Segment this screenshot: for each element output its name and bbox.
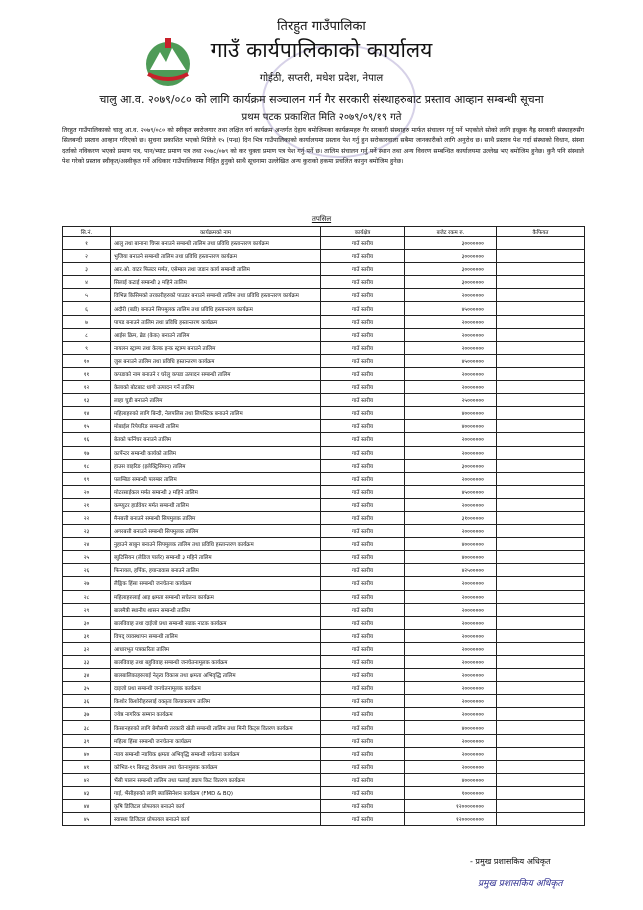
area-cell: गाउँ स्तरीय xyxy=(321,590,405,603)
remarks-cell xyxy=(497,485,585,498)
serial-cell: ९ xyxy=(63,341,111,354)
serial-cell: ४२ xyxy=(63,773,111,786)
serial-cell: ३ xyxy=(63,263,111,276)
budget-cell: २००००००० xyxy=(405,433,497,446)
remarks-cell xyxy=(497,315,585,328)
program-name-cell: अगरबत्ती बनाउने सम्बन्धी सिपमुलक तालिम xyxy=(111,525,321,538)
table-row xyxy=(63,656,585,669)
table-title: तपसिल xyxy=(311,215,332,223)
program-name-cell: पलम्बिङ सम्बन्धी पलम्बर तालिम xyxy=(111,472,321,485)
program-name-cell: मोटरसाईकल मर्मत सम्बन्धी ३ महिने तालिम xyxy=(111,485,321,498)
area-cell: गाउँ स्तरीय xyxy=(321,682,405,695)
table-row xyxy=(63,590,585,603)
serial-cell: ३५ xyxy=(63,682,111,695)
program-name-cell: दाइजो प्रथा सम्बन्धी जनचेतनामूलक कार्यक्रम xyxy=(111,682,321,695)
serial-cell: २२ xyxy=(63,511,111,524)
col-program-name: कार्यक्रमको नाम xyxy=(111,227,321,237)
budget-cell: २००००००० xyxy=(405,682,497,695)
serial-cell: २९ xyxy=(63,603,111,616)
serial-cell: २४ xyxy=(63,538,111,551)
table-row xyxy=(63,734,585,747)
area-cell: गाउँ स्तरीय xyxy=(321,616,405,629)
budget-cell: ४००००००० xyxy=(405,773,497,786)
area-cell: गाउँ स्तरीय xyxy=(321,551,405,564)
serial-cell: १८ xyxy=(63,459,111,472)
serial-cell: ३४ xyxy=(63,669,111,682)
area-cell: गाउँ स्तरीय xyxy=(321,472,405,485)
office-name: गाउँ कार्यपालिकाको कार्यालय xyxy=(210,38,433,62)
budget-cell: ४५०००००० xyxy=(405,302,497,315)
remarks-cell xyxy=(497,734,585,747)
table-row xyxy=(63,498,585,511)
serial-cell: ३९ xyxy=(63,734,111,747)
budget-cell: २००००००० xyxy=(405,381,497,394)
area-cell: गाउँ स्तरीय xyxy=(321,498,405,511)
col-remarks: कैफियत xyxy=(497,227,585,237)
program-name-cell: सिलाई कटाई सम्बन्धी ३ महिने तालिम xyxy=(111,276,321,289)
area-cell: गाउँ स्तरीय xyxy=(321,459,405,472)
serial-cell: २५ xyxy=(63,551,111,564)
program-name-cell: आलु तथा बानाना चिप्स बनाउने सम्बन्धी तालिम तथा प्रविधि हस्तान्तरण कार्यक्रम xyxy=(111,237,321,250)
serial-cell: ३७ xyxy=(63,708,111,721)
area-cell: गाउँ स्तरीय xyxy=(321,511,405,524)
serial-cell: ६ xyxy=(63,302,111,315)
area-cell: गाउँ स्तरीय xyxy=(321,328,405,341)
table-row xyxy=(63,276,585,289)
area-cell: गाउँ स्तरीय xyxy=(321,760,405,773)
remarks-cell xyxy=(497,420,585,433)
remarks-cell xyxy=(497,302,585,315)
remarks-cell xyxy=(497,381,585,394)
remarks-cell xyxy=(497,590,585,603)
remarks-cell xyxy=(497,813,585,826)
area-cell: गाउँ स्तरीय xyxy=(321,420,405,433)
serial-cell: २६ xyxy=(63,564,111,577)
program-name-cell: आर.ओ. वाटर फिल्टर मर्मत, एसेम्बल तथा जडान कार्य सम्बन्धी तालिम xyxy=(111,263,321,276)
remarks-cell xyxy=(497,289,585,302)
area-cell: गाउँ स्तरीय xyxy=(321,708,405,721)
remarks-cell xyxy=(497,354,585,367)
program-name-cell: मोबाईल रिपेयरिङ सम्बन्धी तालिम xyxy=(111,420,321,433)
program-name-cell: कम्प्युटर हार्डवेयर मर्मत सम्बन्धी तालिम xyxy=(111,498,321,511)
program-name-cell: भुजिया बनाउने सम्बन्धी तालिम तथा प्रविधि हस्तान्तरण कार्यक्रम xyxy=(111,250,321,263)
table-row xyxy=(63,328,585,341)
budget-cell: १००००००० xyxy=(405,786,497,799)
table-row xyxy=(63,682,585,695)
program-name-cell: कार्पेन्टर सम्बन्धी कार्यको तालिम xyxy=(111,446,321,459)
remarks-cell xyxy=(497,472,585,485)
serial-cell: ४१ xyxy=(63,760,111,773)
program-name-cell: बेतको फर्निचर बनाउने तालिम xyxy=(111,433,321,446)
remarks-cell xyxy=(497,446,585,459)
budget-cell: २००००००० xyxy=(405,328,497,341)
budget-cell: २००००००० xyxy=(405,603,497,616)
program-name-cell: फिनायल, हर्पिक, हयान्डवास बनाउने तालिम xyxy=(111,564,321,577)
budget-cell: २००००००० xyxy=(405,289,497,302)
program-name-cell: लाहा चुडी बनाउने तालिम xyxy=(111,394,321,407)
table-row xyxy=(63,760,585,773)
table-row xyxy=(63,721,585,734)
program-name-cell: विपद् व्यवस्थापन सम्बन्धी तालिम xyxy=(111,629,321,642)
table-row xyxy=(63,511,585,524)
table-header-row xyxy=(63,227,585,237)
budget-cell: ४००००००० xyxy=(405,721,497,734)
serial-cell: ३६ xyxy=(63,695,111,708)
serial-cell: ३३ xyxy=(63,656,111,669)
remarks-cell xyxy=(497,747,585,760)
area-cell: गाउँ स्तरीय xyxy=(321,485,405,498)
budget-cell: ४००००००० xyxy=(405,420,497,433)
area-cell: गाउँ स्तरीय xyxy=(321,721,405,734)
budget-cell: ३००००००० xyxy=(405,459,497,472)
budget-cell: २००००००० xyxy=(405,616,497,629)
serial-cell: २३ xyxy=(63,525,111,538)
remarks-cell xyxy=(497,407,585,420)
area-cell: गाउँ स्तरीय xyxy=(321,747,405,760)
budget-cell: २००००००० xyxy=(405,669,497,682)
remarks-cell xyxy=(497,629,585,642)
serial-cell: २७ xyxy=(63,577,111,590)
budget-cell: २००००००० xyxy=(405,341,497,354)
program-name-cell: केलाको बोटबाट धागो उत्पादन गर्ने तालिम xyxy=(111,381,321,394)
budget-cell: २००००००० xyxy=(405,590,497,603)
remarks-cell xyxy=(497,394,585,407)
program-name-cell: ज्येष्ठ नागरिक सम्मान कार्यक्रम xyxy=(111,708,321,721)
table-row xyxy=(63,708,585,721)
handwritten-signature: प्रमुख प्रशासकिय अधिकृत xyxy=(478,879,563,889)
remarks-cell xyxy=(497,367,585,380)
remarks-cell xyxy=(497,263,585,276)
area-cell: गाउँ स्तरीय xyxy=(321,433,405,446)
area-cell: गाउँ स्तरीय xyxy=(321,603,405,616)
program-name-cell: आईस क्रिम, ब्रेड (केक) बनाउने तालिम xyxy=(111,328,321,341)
budget-cell: २००००००० xyxy=(405,498,497,511)
program-name-cell: किशोर किशोरीहरुलाई वक्तृत्व कियाकलाप तालिम xyxy=(111,695,321,708)
budget-cell: १२०००००००० xyxy=(405,800,497,813)
table-row xyxy=(63,773,585,786)
area-cell: गाउँ स्तरीय xyxy=(321,394,405,407)
budget-cell: ४२५००००० xyxy=(405,564,497,577)
program-name-cell: मैनबत्ती बनाउने सम्बन्धी सिपमुलक तालिम xyxy=(111,511,321,524)
budget-cell: २००००००० xyxy=(405,472,497,485)
area-cell: गाउँ स्तरीय xyxy=(321,642,405,655)
remarks-cell xyxy=(497,341,585,354)
publish-date: प्रथम पटक प्रकाशित मिति २०७९/०९/१९ गते xyxy=(241,112,402,123)
table-body xyxy=(63,237,585,826)
serial-cell: ४ xyxy=(63,276,111,289)
remarks-cell xyxy=(497,656,585,669)
area-cell: गाउँ स्तरीय xyxy=(321,341,405,354)
table-row xyxy=(63,263,585,276)
area-cell: गाउँ स्तरीय xyxy=(321,695,405,708)
program-name-cell: महिलाहरुलाई आइ क्षमता सम्बन्धी सचेतना कार्यक्रम xyxy=(111,590,321,603)
budget-cell: १२०००००००० xyxy=(405,813,497,826)
serial-cell: ११ xyxy=(63,367,111,380)
table-row xyxy=(63,525,585,538)
table-row xyxy=(63,407,585,420)
serial-cell: ४० xyxy=(63,747,111,760)
budget-cell: २००००००० xyxy=(405,760,497,773)
remarks-cell xyxy=(497,551,585,564)
serial-cell: १२ xyxy=(63,381,111,394)
table-row xyxy=(63,616,585,629)
table-row xyxy=(63,459,585,472)
budget-cell: ४५०००००० xyxy=(405,354,497,367)
table-row xyxy=(63,629,585,642)
area-cell: गाउँ स्तरीय xyxy=(321,656,405,669)
program-name-cell: नायलन स्ट्राम्प तथा केल्क इन्क स्ट्राम्प बनाउने तालिम xyxy=(111,341,321,354)
col-serial: सि.नं. xyxy=(63,227,111,237)
program-name-cell: महिलाहरुको लागि बिन्दी, नेलपलिस तथा लिपस्टिक बनाउने तालिम xyxy=(111,407,321,420)
table-row xyxy=(63,381,585,394)
area-cell: गाउँ स्तरीय xyxy=(321,315,405,328)
serial-cell: १ xyxy=(63,237,111,250)
serial-cell: २ xyxy=(63,250,111,263)
table-row xyxy=(63,354,585,367)
serial-cell: १४ xyxy=(63,407,111,420)
serial-cell: १६ xyxy=(63,433,111,446)
program-name-cell: भैंसी पालन सम्बन्धी तालिम तथा फलाई ड्याप किट वितरण कार्यक्रम xyxy=(111,773,321,786)
table-row xyxy=(63,669,585,682)
area-cell: गाउँ स्तरीय xyxy=(321,538,405,551)
area-cell: गाउँ स्तरीय xyxy=(321,525,405,538)
serial-cell: ७ xyxy=(63,315,111,328)
program-name-cell: विभिन्न किसिमको तरकारीहरुको पाउडर बनाउने सम्बन्धी तालिम तथा प्रविधि हस्तान्तरण कार्यक्रम xyxy=(111,289,321,302)
program-name-cell: लैङ्गिक हिंसा सम्बन्धी जनचेतना कार्यक्रम xyxy=(111,577,321,590)
budget-cell: २००००००० xyxy=(405,629,497,642)
remarks-cell xyxy=(497,695,585,708)
notice-paragraph: तिरहुत गाउँपालिकाको चालु आ.व. २०७९/०८० को स्वीकृत स्वरोजगार तथा लक्षित वर्ग कार्यक्रम अन्तर्गत देहाय बमोजिमका कार्यक्रमहरु गैर सरकारी संस्थाहरु मार्फत संचालन गर्नु पर्ने भएकोले सोको लागि इच्छुक गैह्र सरकारी संस्थाहरुसँग सिलबन्दी प्रस्ताव आव्हान गरिएको छ। सुचना प्रकाशित भएको मितिले १५ (पन्ध्र) दिन भित्र गाउँपालिकाको कार्यालयमा प्रस्ताव पेश गर्नु हुन सरोकारवाला सबैमा जानकारीको लागि अनुरोध छ। साथै प्रस्ताव पेश गर्दा संस्थाको विधान, संस्था दर्ताको नविकरण भएको प्रमाण पत्र, पान/भ्याट प्रमाण पत्र तथा २०७८/०७९ को कर चुक्ता प्रमाण पत्र पेश गर्नु पर्ने छ। तालिम संचालन गर्नु पर्ने स्थान तथा अन्य विवरण सम्बन्धित कार्यालयमा उल्लेख भए बमोजिम हुनेछ। कुनै पनि संस्थाले पेश गरेको प्रस्ताव स्वीकृत/अस्वीकृत गर्ने अधिकार गाउँपालिकामा निहित हुनुको साथै सूचनामा उल्लेखित अन्य कुराको हकमा प्रचलित कानुन बमोजिम हुनेछ। xyxy=(62,127,584,166)
program-name-cell: स्वास्थ्य डिजिटल प्रोफायल बनाउने कार्य xyxy=(111,813,321,826)
budget-cell: ३००००००० xyxy=(405,276,497,289)
remarks-cell xyxy=(497,616,585,629)
col-area: कार्यक्षेत्र xyxy=(321,227,405,237)
remarks-cell xyxy=(497,237,585,250)
table-row xyxy=(63,564,585,577)
budget-cell: ३००००००० xyxy=(405,237,497,250)
budget-cell: २००००००० xyxy=(405,734,497,747)
serial-cell: ३२ xyxy=(63,642,111,655)
budget-cell: ४००००००० xyxy=(405,407,497,420)
remarks-cell xyxy=(497,498,585,511)
remarks-cell xyxy=(497,603,585,616)
budget-cell: २००००००० xyxy=(405,367,497,380)
remarks-cell xyxy=(497,538,585,551)
remarks-cell xyxy=(497,511,585,524)
program-name-cell: जुस बनाउने तालिम तथा प्रविधि हस्तान्तरण कार्यक्रम xyxy=(111,354,321,367)
serial-cell: ४४ xyxy=(63,800,111,813)
program-name-cell: बालविवाह तथा बहुविवाह सम्बन्धी जनचेतनामूलक कार्यक्रम xyxy=(111,656,321,669)
table-row xyxy=(63,315,585,328)
serial-cell: २० xyxy=(63,485,111,498)
area-cell: गाउँ स्तरीय xyxy=(321,773,405,786)
serial-cell: ३१ xyxy=(63,629,111,642)
area-cell: गाउँ स्तरीय xyxy=(321,786,405,799)
remarks-cell xyxy=(497,328,585,341)
area-cell: गाउँ स्तरीय xyxy=(321,446,405,459)
area-cell: गाउँ स्तरीय xyxy=(321,302,405,315)
table-row xyxy=(63,577,585,590)
program-name-cell: पापड बनाउने तालिम तथा प्रविधि हस्तान्तरण कार्यक्रम xyxy=(111,315,321,328)
serial-cell: ४३ xyxy=(63,786,111,799)
budget-cell: ४५०००००० xyxy=(405,485,497,498)
budget-cell: २००००००० xyxy=(405,642,497,655)
program-name-cell: आधारभूत पत्रकारिता तालिम xyxy=(111,642,321,655)
program-name-cell: कोभिड-१९ बिरुद्ध रोकथाम तथा चेतनामुलक कार्यक्रम xyxy=(111,760,321,773)
budget-cell: २००००००० xyxy=(405,695,497,708)
program-table xyxy=(62,226,585,826)
table-row xyxy=(63,341,585,354)
municipality-name: तिरहुत गाउँपालिका xyxy=(277,19,366,34)
remarks-cell xyxy=(497,669,585,682)
remarks-cell xyxy=(497,525,585,538)
serial-cell: १७ xyxy=(63,446,111,459)
area-cell: गाउँ स्तरीय xyxy=(321,800,405,813)
area-cell: गाउँ स्तरीय xyxy=(321,381,405,394)
program-name-cell: अदौरी (बडी) बनाउने सिपमूलक तालिम तथा प्रविधि हस्तान्तरण कार्यक्रम xyxy=(111,302,321,315)
budget-cell: २००००००० xyxy=(405,708,497,721)
program-name-cell: महिला हिंसा सम्बन्धी जनचेतना कार्यक्रम xyxy=(111,734,321,747)
serial-cell: १३ xyxy=(63,394,111,407)
table-row xyxy=(63,420,585,433)
remarks-cell xyxy=(497,642,585,655)
table-row xyxy=(63,289,585,302)
program-name-cell: कृषि डिजिटल प्रोफायल बनाउने कार्य xyxy=(111,800,321,813)
program-name-cell: हाउस वाइरिङ (इलेक्ट्रिसियन) तालिम xyxy=(111,459,321,472)
serial-cell: १९ xyxy=(63,472,111,485)
remarks-cell xyxy=(497,276,585,289)
serial-cell: ५ xyxy=(63,289,111,302)
program-name-cell: कपडाको नाम बनाउने र घरेलु कपडा उत्पादन सम्बन्धी तालिम xyxy=(111,367,321,380)
area-cell: गाउँ स्तरीय xyxy=(321,250,405,263)
area-cell: गाउँ स्तरीय xyxy=(321,407,405,420)
budget-cell: २००००००० xyxy=(405,315,497,328)
table-row xyxy=(63,747,585,760)
letterhead xyxy=(0,0,643,130)
table-row xyxy=(63,367,585,380)
table-row xyxy=(63,250,585,263)
program-name-cell: बालबालिकाहरुलाई नेतृत्व विकास तथा क्षमता अभिवृद्धि तालिम xyxy=(111,669,321,682)
table-row xyxy=(63,813,585,826)
budget-cell: २००००००० xyxy=(405,446,497,459)
program-name-cell: नुहाउने साबुन बनाउने सिपमुलक तालिम तथा प्रविधि हस्तान्तरण कार्यक्रम xyxy=(111,538,321,551)
table-row xyxy=(63,394,585,407)
remarks-cell xyxy=(497,459,585,472)
area-cell: गाउँ स्तरीय xyxy=(321,734,405,747)
table-row xyxy=(63,446,585,459)
table-row xyxy=(63,695,585,708)
program-name-cell: ब्युटिसियन (लेडिज पार्लर) सम्बन्धी ३ महिने तालिम xyxy=(111,551,321,564)
budget-cell: २००००००० xyxy=(405,747,497,760)
program-name-cell: किसानहरुको लागि बेमौसमी तरकारी खेती सम्बन्धी तालिम तथा मिनी किट्स वितरण कार्यक्रम xyxy=(111,721,321,734)
signatory-title: - प्रमुख प्रशासकिय अधिकृत xyxy=(470,857,551,866)
program-name-cell: न्याय सम्बन्धी न्यायिक क्षमता अभिवृद्धि सम्बन्धी सचेतना कार्यक्रम xyxy=(111,747,321,760)
area-cell: गाउँ स्तरीय xyxy=(321,354,405,367)
program-name-cell: बालविवाह तथा दाईजो प्रथा सम्बन्धी सडक नाटक कार्यक्रम xyxy=(111,616,321,629)
table-row xyxy=(63,472,585,485)
budget-cell: ४००००००० xyxy=(405,551,497,564)
serial-cell: १५ xyxy=(63,420,111,433)
remarks-cell xyxy=(497,708,585,721)
remarks-cell xyxy=(497,577,585,590)
area-cell: गाउँ स्तरीय xyxy=(321,276,405,289)
notice-title: चालु आ.व. २०७९/०८० को लागि कार्यक्रम सञ्चालन गर्न गैर सरकारी संस्थाहरुबाट प्रस्ताव आव्हान सम्बन्धी सूचना xyxy=(99,93,544,106)
table-row xyxy=(63,538,585,551)
table-row xyxy=(63,485,585,498)
office-address: गोईठी, सप्तरी, मधेश प्रदेश, नेपाल xyxy=(259,73,384,84)
budget-cell: २००००००० xyxy=(405,577,497,590)
table-row xyxy=(63,603,585,616)
budget-cell: ३००००००० xyxy=(405,250,497,263)
serial-cell: २८ xyxy=(63,590,111,603)
budget-cell: २००००००० xyxy=(405,525,497,538)
table-row xyxy=(63,786,585,799)
area-cell: गाउँ स्तरीय xyxy=(321,564,405,577)
area-cell: गाउँ स्तरीय xyxy=(321,813,405,826)
program-name-cell: गाई, भैंसीहरुको लागि ब्याक्सिनेशन कार्यक्रम (FMD & BQ) xyxy=(111,786,321,799)
budget-cell: २५०००००० xyxy=(405,394,497,407)
serial-cell: ४५ xyxy=(63,813,111,826)
table-row xyxy=(63,642,585,655)
budget-cell: ३००००००० xyxy=(405,263,497,276)
remarks-cell xyxy=(497,786,585,799)
area-cell: गाउँ स्तरीय xyxy=(321,577,405,590)
remarks-cell xyxy=(497,800,585,813)
area-cell: गाउँ स्तरीय xyxy=(321,367,405,380)
area-cell: गाउँ स्तरीय xyxy=(321,237,405,250)
program-name-cell: बालमैत्री स्थानीय शासन सम्बन्धी तालिम xyxy=(111,603,321,616)
remarks-cell xyxy=(497,564,585,577)
table-row xyxy=(63,551,585,564)
serial-cell: ३८ xyxy=(63,721,111,734)
remarks-cell xyxy=(497,433,585,446)
budget-cell: ३१०००००० xyxy=(405,511,497,524)
remarks-cell xyxy=(497,721,585,734)
remarks-cell xyxy=(497,682,585,695)
serial-cell: ३० xyxy=(63,616,111,629)
serial-cell: ८ xyxy=(63,328,111,341)
table-row xyxy=(63,302,585,315)
table-row xyxy=(63,237,585,250)
area-cell: गाउँ स्तरीय xyxy=(321,263,405,276)
col-budget: बजेट रकम रु. xyxy=(405,227,497,237)
area-cell: गाउँ स्तरीय xyxy=(321,629,405,642)
table-row xyxy=(63,800,585,813)
area-cell: गाउँ स्तरीय xyxy=(321,289,405,302)
budget-cell: २००००००० xyxy=(405,656,497,669)
area-cell: गाउँ स्तरीय xyxy=(321,669,405,682)
serial-cell: १० xyxy=(63,354,111,367)
remarks-cell xyxy=(497,250,585,263)
remarks-cell xyxy=(497,773,585,786)
remarks-cell xyxy=(497,760,585,773)
budget-cell: ४००००००० xyxy=(405,538,497,551)
serial-cell: २१ xyxy=(63,498,111,511)
table-row xyxy=(63,433,585,446)
